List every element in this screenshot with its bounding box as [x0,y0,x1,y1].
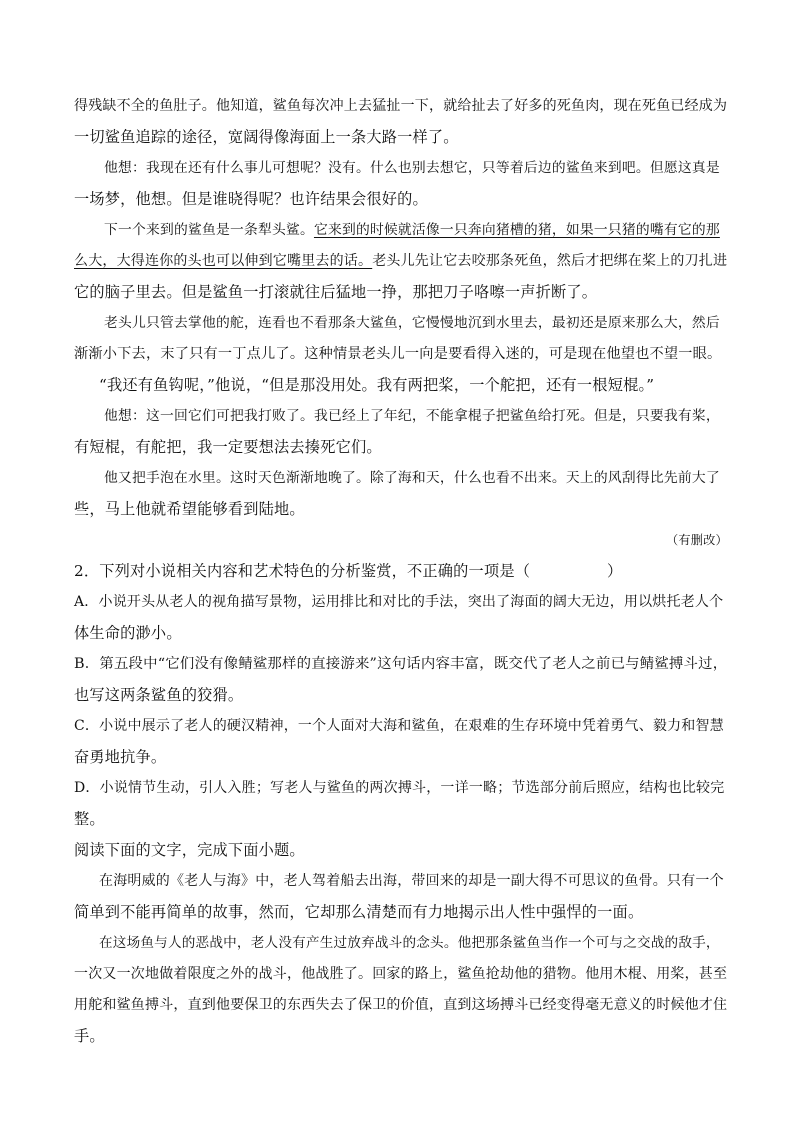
reading-paragraph-1-line-2: 简单到不能再简单的故事，然而，它却那么清楚而有力地揭示出人性中强悍的一面。 [74,903,644,921]
reading-paragraph-2-line-4: 手。 [74,1027,105,1045]
option-a-line-2: 体生命的渺小。 [74,624,182,642]
story-paragraph-5-line-1: “我还有鱼钩呢，”他说，“但是那没用处。我有两把桨，一个舵把，还有一根短棍。” [99,376,655,394]
question-stem: 2．下列对小说相关内容和艺术特色的分析鉴赏，不正确的一项是（ ） [74,562,623,580]
reading-paragraph-2-line-1: 在这场鱼与人的恶战中，老人没有产生过放弃战斗的念头。他把那条鲨鱼当作一个可与之交战的敌手， [99,935,720,951]
option-b-line-2: 也写这两条鲨鱼的狡猾。 [74,686,244,704]
story-paragraph-7-line-2: 些，马上他就希望能够看到陆地。 [74,500,305,518]
story-paragraph-6-line-1: 他想：这一回它们可把我打败了。我已经上了年纪，不能拿棍子把鲨鱼给打死。但是，只要我有桨， [104,408,720,424]
story-paragraph-2-line-2: 一场梦，他想。但是谁晓得呢？也许结果会很好的。 [74,190,428,208]
reading-paragraph-2-line-3: 用舵和鲨鱼搏斗，直到他要保卫的东西失去了保卫的价值，直到这场搏斗已经变得毫无意义的时候他才住 [74,997,728,1013]
story-paragraph-6-line-2: 有短棍，有舵把，我一定要想法去揍死它们。 [74,438,382,456]
option-b-line-1: B．第五段中“它们没有像鲭鲨那样的直接游来”这句话内容丰富，既交代了老人之前已与鲭鲨搏斗过， [74,656,728,672]
story-paragraph-4-line-2: 渐渐小下去，末了只有一丁点儿了。这种情景老头儿一向是要看得入迷的，可是现在他望也不望一眼。 [74,346,722,362]
story-paragraph-2-line-1: 他想：我现在还有什么事儿可想呢？没有。什么也别去想它，只等着后边的鲨鱼来到吧。但愿这真是 [104,160,720,176]
story-text: 下一个来到的鲨鱼是一条犁头鲨。 [104,222,314,238]
story-paragraph-3-line-2 [74,250,727,272]
story-paragraph-1-line-1: 得残缺不全的鱼肚子。他知道，鲨鱼每次冲上去猛扯一下，就给扯去了好多的死鱼肉，现在死鱼已经成为 [74,98,728,114]
story-paragraph-4-line-1: 老头儿只管去掌他的舵，连看也不看那条大鲨鱼，它慢慢地沉到水里去，最初还是原来那么大，然后 [104,315,720,331]
option-d-line-2: 整。 [74,810,105,828]
source-note: （有删改） [666,533,728,547]
reading-paragraph-2-line-2: 一次又一次地做着限度之外的战斗，他战胜了。回家的路上，鲨鱼抢劫他的猎物。他用木棍、用桨，甚至 [74,966,728,982]
story-paragraph-3-line-3: 它的脑子里去。但是鲨鱼一打滚就往后猛地一挣，那把刀子咯嚓一声折断了。 [74,283,598,301]
reading-instruction: 阅读下面的文字，完成下面小题。 [74,841,305,859]
story-paragraph-7-line-1: 他又把手泡在水里。这时天色渐渐地晚了。除了海和天，什么也看不出来。天上的风刮得比先前大了 [104,470,720,486]
story-paragraph-1-line-2: 一切鲨鱼追踪的途径，宽阔得像海面上一条大路一样了。 [74,128,459,146]
underlined-sentence: 它来到的时候就活像一只奔向猪槽的猪，如果一只猪的嘴有它的那 [313,222,720,238]
option-c-line-1: C．小说中展示了老人的硬汉精神，一个人面对大海和鲨鱼，在艰难的生存环境中凭着勇气、毅力和智慧 [74,718,724,734]
underlined-sentence-end: 么大，大得连你的头也可以伸到它嘴里去的话。 [74,253,373,269]
option-c-line-2: 奋勇地抗争。 [74,748,167,766]
reading-paragraph-1-line-1: 在海明威的《老人与海》中，老人驾着船去出海，带回来的却是一副大得不可思议的鱼骨。只有一个 [99,873,724,889]
story-paragraph-3-line-1 [104,219,720,241]
option-d-line-1: D．小说情节生动，引人入胜；写老人与鲨鱼的两次搏斗，一详一略；节选部分前后照应，结构也比较完 [74,780,725,796]
option-a-line-1: A．小说开头从老人的视角描写景物，运用排比和对比的手法，突出了海面的阔大无边，用以烘托老人个 [74,594,724,610]
story-text: 老头儿先让它去咬那条死鱼，然后才把绑在桨上的刀扎进 [372,253,728,269]
